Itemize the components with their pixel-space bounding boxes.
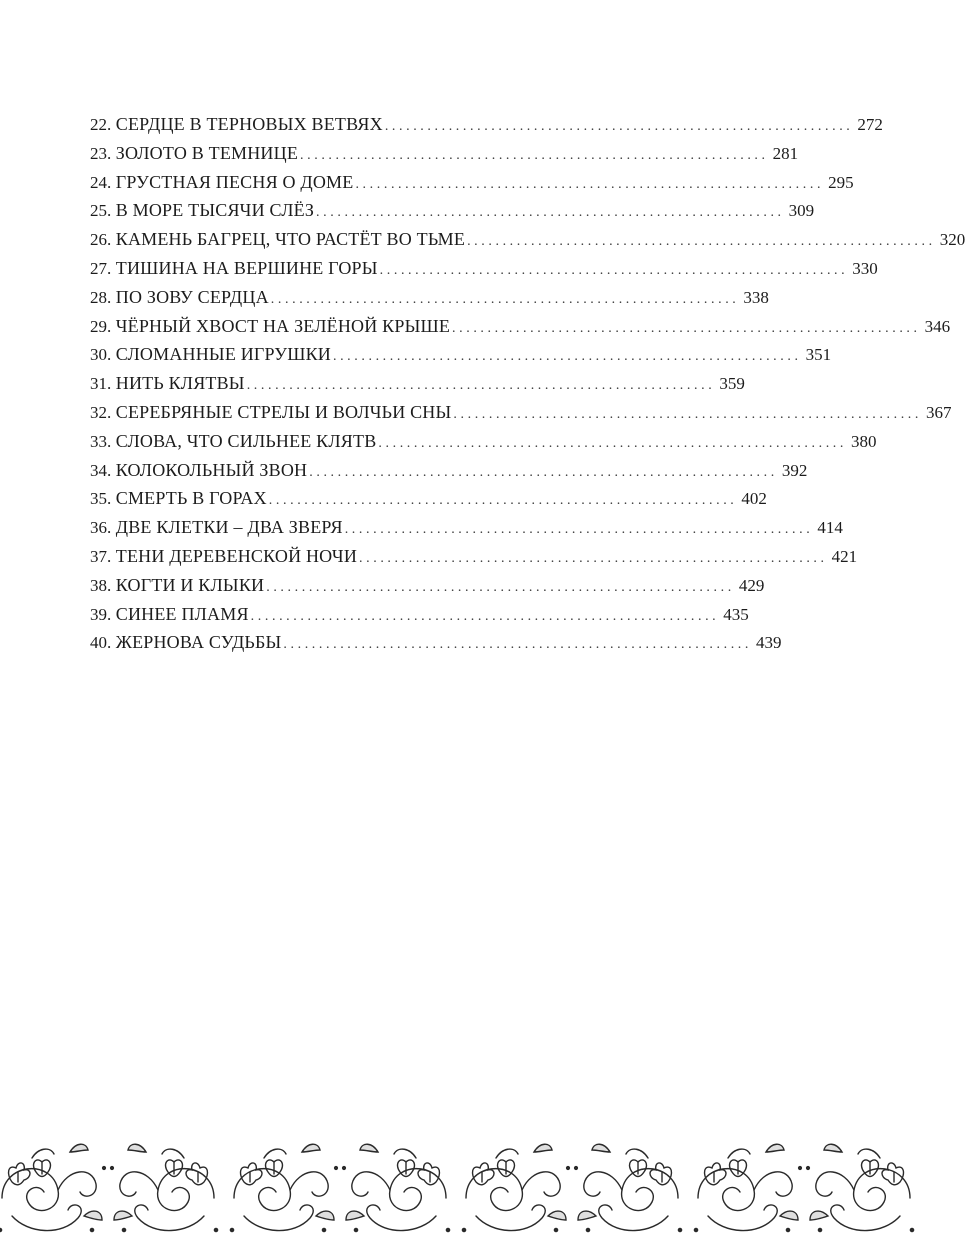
toc-entry[interactable] [90,600,749,629]
entry-title: СИНЕЕ ПЛАМЯ [115,603,249,624]
dot-leader: .................................................................. [283,637,753,653]
entry-number: 33. [90,431,112,451]
toc-entry[interactable] [90,110,883,139]
entry-title: СЕРДЦЕ В ТЕРНОВЫХ ВЕТВЯХ [115,114,383,134]
entry-page: 295 [828,172,854,192]
dot-leader: .................................................................. [266,579,735,595]
toc-entry[interactable] [90,254,878,283]
entry-page: 439 [756,633,782,653]
toc-entry[interactable] [90,398,952,427]
toc-entry[interactable] [90,456,808,485]
entry-title: СЛОМАННЫЕ ИГРУШКИ [115,344,331,365]
entry-page: 351 [805,345,832,365]
toc-entry[interactable] [90,312,951,341]
entry-page: 435 [723,604,749,624]
entry-title: ЧЁРНЫЙ ХВОСТ НА ЗЕЛЁНОЙ КРЫШЕ [115,315,451,336]
toc-entry[interactable] [90,369,745,398]
entry-title: ПО ЗОВУ СЕРДЦА [115,286,269,307]
toc-entry[interactable] [90,283,769,312]
toc-entry[interactable] [90,196,815,225]
entry-title: ГРУСТНАЯ ПЕСНЯ О ДОМЕ [115,171,354,192]
dot-leader: .................................................................. [452,320,921,336]
toc-entry[interactable] [90,427,877,456]
dot-leader: .................................................................. [270,291,740,307]
dot-leader: .................................................................. [246,378,716,394]
ornament-unit [343,1144,450,1231]
entry-number: 32. [90,402,112,422]
dot-leader: .................................................................. [359,550,828,566]
entry-number: 26. [90,230,112,250]
toc-entry[interactable] [90,628,782,657]
entry-page: 338 [743,287,769,307]
entry-number: 24. [90,172,112,192]
entry-page: 402 [741,489,767,509]
ornament-unit [807,1144,914,1231]
entry-page: 320 [939,230,965,250]
entry-page: 421 [831,546,858,566]
toc-entry[interactable] [90,168,854,197]
entry-page: 272 [857,115,883,134]
dot-leader: .................................................................. [250,608,720,624]
entry-number: 30. [90,345,112,365]
entry-number: 27. [90,258,112,278]
dot-leader: .................................................................. [453,406,923,422]
entry-page: 380 [851,431,877,451]
entry-page: 281 [772,143,799,163]
entry-title: КОЛОКОЛЬНЫЙ ЗВОН [115,459,308,480]
dot-leader: .................................................................. [332,349,802,365]
entry-page: 367 [926,402,952,422]
entry-number: 37. [90,546,112,566]
entry-title: ТИШИНА НА ВЕРШИНЕ ГОРЫ [115,257,378,278]
ornament-unit [694,1144,801,1231]
entry-page: 429 [738,575,765,595]
dot-leader: .................................................................. [309,464,778,480]
dot-leader: .................................................................. [300,147,769,163]
ornament-unit [0,1144,105,1231]
entry-number: 25. [90,201,112,221]
entry-title: НИТЬ КЛЯТВЫ [115,373,245,394]
toc-entry[interactable] [90,513,843,542]
entry-page: 359 [719,374,745,394]
entry-number: 31. [90,374,112,394]
entry-page: 414 [817,518,843,538]
dot-leader: .................................................................. [378,435,848,451]
entry-number: 39. [90,604,112,624]
entry-title: СМЕРТЬ В ГОРАХ [115,488,267,509]
entry-title: В МОРЕ ТЫСЯЧИ СЛЁЗ [115,200,315,221]
toc-entry[interactable] [90,542,858,571]
entry-page: 309 [788,201,815,221]
entry-title: КОГТИ И КЛЫКИ [115,574,265,595]
entry-title: ЖЕРНОВА СУДЬБЫ [115,632,282,653]
toc-entry[interactable] [90,484,767,513]
entry-number: 40. [90,633,112,653]
ornament-unit [462,1144,569,1231]
entry-title: КАМЕНЬ БАГРЕЦ, ЧТО РАСТЁТ ВО ТЬМЕ [115,229,466,250]
dot-leader: .................................................................. [384,119,854,134]
dot-leader: .................................................................. [316,205,785,221]
entry-page: 346 [924,316,951,336]
entry-title: ЗОЛОТО В ТЕМНИЦЕ [115,142,299,163]
toc-entry[interactable] [90,225,965,254]
entry-number: 34. [90,460,112,480]
entry-number: 36. [90,518,112,538]
ornament-unit [111,1144,218,1231]
entry-page: 330 [852,258,878,278]
table-of-contents [90,110,965,657]
floral-border-icon [0,1138,768,1241]
dot-leader: .................................................................. [467,234,936,250]
toc-entry[interactable] [90,571,765,600]
entry-title: ДВЕ КЛЕТКИ – ДВА ЗВЕРЯ [115,517,343,538]
dot-leader: .................................................................. [379,262,849,278]
entry-number: 38. [90,575,112,595]
entry-title: ТЕНИ ДЕРЕВЕНСКОЙ НОЧИ [115,545,358,566]
entry-number: 35. [90,489,112,509]
entry-title: СЛОВА, ЧТО СИЛЬНЕЕ КЛЯТВ [115,430,377,451]
dot-leader: .................................................................. [344,522,814,538]
dot-leader: .................................................................. [355,176,825,192]
ornament-unit [230,1144,337,1231]
dot-leader: .................................................................. [268,493,738,509]
entry-number: 23. [90,143,112,163]
entry-number: 22. [90,115,112,134]
toc-entry[interactable] [90,340,832,369]
entry-number: 29. [90,316,112,336]
entry-number: 28. [90,287,112,307]
entry-title: СЕРЕБРЯНЫЕ СТРЕЛЫ И ВОЛЧЬИ СНЫ [115,401,452,422]
toc-entry[interactable] [90,139,799,168]
ornament-unit [575,1144,682,1231]
entry-page: 392 [781,460,808,480]
